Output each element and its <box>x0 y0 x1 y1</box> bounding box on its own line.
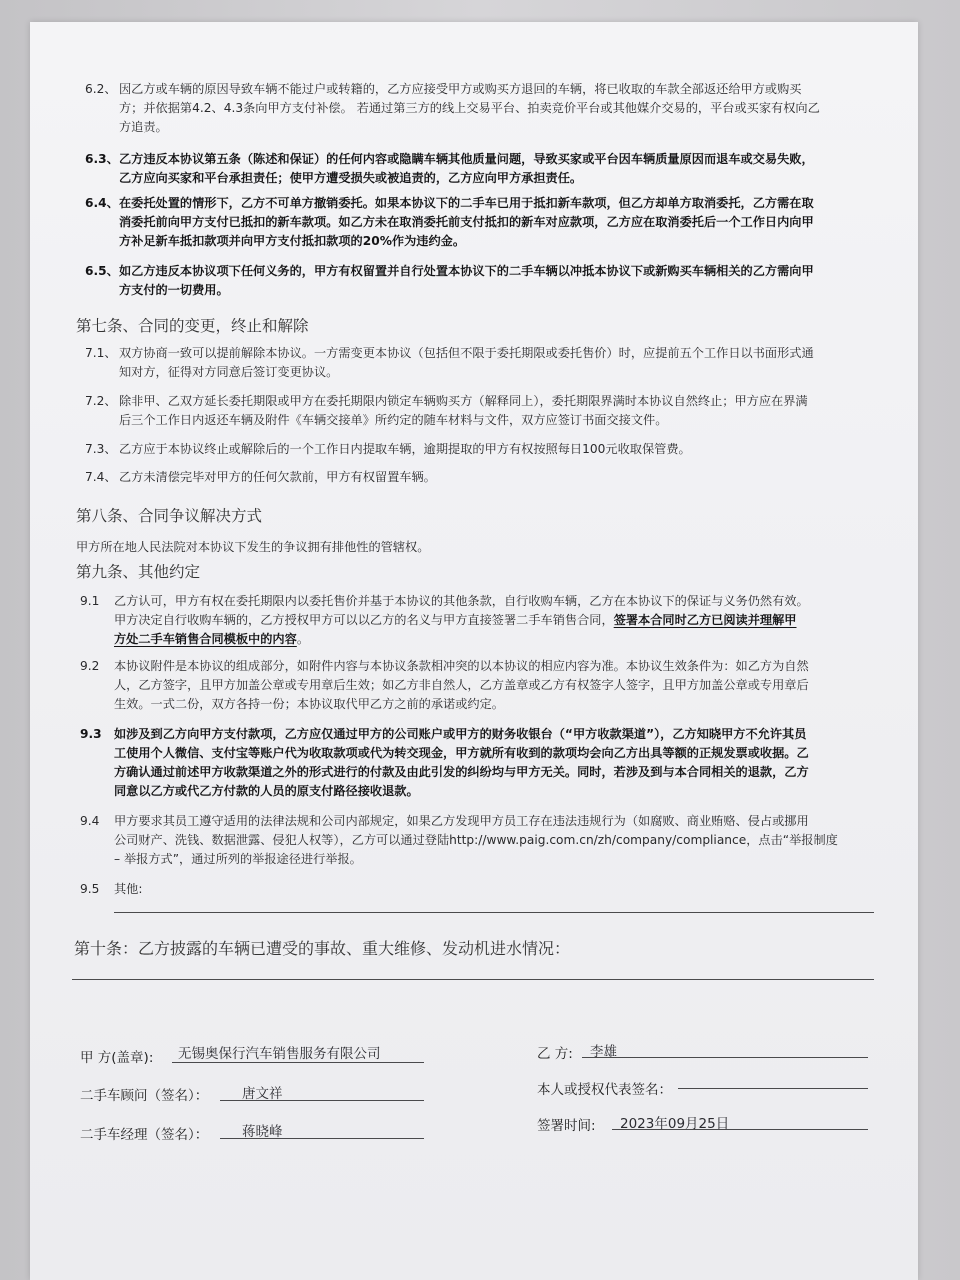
article-9-heading: 第九条、其他约定 <box>76 563 201 581</box>
clause-line: 生效。一式二份，双方各持一份；本协议取代甲乙方之前的承诺或约定。 <box>114 697 504 711</box>
clause-number: 9.5 <box>80 882 100 896</box>
clause-number: 9.2 <box>80 659 100 673</box>
party-a-line <box>172 1062 424 1063</box>
clause-line: 同意以乙方或代乙方付款的人员的原支付路径接收退款。 <box>114 784 419 798</box>
date-label: 签署时间: <box>537 1118 596 1134</box>
emphasis-text: 方处二手车销售合同模板中的内容 <box>114 632 297 646</box>
clause-line: 在委托处置的情形下，乙方不可单方撤销委托。如果本协议下的二手车已用于抵扣新车款项，但乙方却单方取消委托，乙方需在取 <box>119 196 814 210</box>
clause-text: 甲方决定自行收购车辆的，乙方授权甲方可以以乙方的名义与甲方直接签署二手车销售合同， <box>114 613 614 627</box>
article-10-heading: 第十条：乙方披露的车辆已遭受的事故、重大维修、发动机进水情况： <box>74 939 571 958</box>
advisor-label: 二手车顾问（签名）： <box>80 1088 209 1104</box>
clause-line: 本协议附件是本协议的组成部分，如附件内容与本协议条款相冲突的以本协议的相应内容为准。本协议生效条件为：如乙方为自然 <box>114 659 809 673</box>
article-7-heading: 第七条、合同的变更，终止和解除 <box>76 317 309 335</box>
article-8-heading: 第八条、合同争议解决方式 <box>76 507 263 525</box>
party-a-label: 甲 方(盖章): <box>80 1050 154 1066</box>
party-b-line <box>582 1057 868 1058</box>
clause-line <box>114 630 910 649</box>
clause-line: 方补足新车抵扣款项并向甲方支付抵扣款项的20%作为违约金。 <box>119 234 466 248</box>
contract-page <box>30 22 918 1280</box>
clause-line: 方；并依据第4.2、4.3条向甲方支付补偿。 若通过第三方的线上交易平台、拍卖竞价平台或其他媒介交易的，平台或买家有权向乙 <box>119 101 820 115</box>
clause-number: 6.2、 <box>85 82 117 96</box>
article-8-text: 甲方所在地人民法院对本协议下发生的争议拥有排他性的管辖权。 <box>76 540 430 554</box>
clause-number: 6.4、 <box>85 196 119 210</box>
clause-line: 因乙方或车辆的原因导致车辆不能过户或转籍的，乙方应接受甲方或购买方退回的车辆，将已收取的车款全部返还给甲方或购买 <box>119 82 802 96</box>
clause-line: 双方协商一致可以提前解除本协议。一方需变更本协议（包括但不限于委托期限或委托售价）时，应提前五个工作日以书面形式通 <box>119 346 814 360</box>
clause-line: 消委托前向甲方支付已抵扣的新车款项。如乙方未在取消委托前支付抵扣的新车对应款项，乙方应在取消委托后一个工作日内向甲 <box>119 215 814 229</box>
party-b-name: 李雄 <box>590 1044 617 1060</box>
clause-line: 方支付的一切费用。 <box>119 283 229 297</box>
clause-line: 知对方，征得对方同意后签订变更协议。 <box>119 365 339 379</box>
clause-line: 除非甲、乙双方延长委托期限或甲方在委托期限内锁定车辆购买方（解释同上），委托期限界满时本协议自然终止；甲方应在界满 <box>119 394 808 408</box>
clause-text: 。 <box>296 632 309 646</box>
other-fill-line <box>114 912 874 913</box>
advisor-name: 唐文祥 <box>242 1086 283 1102</box>
date-line <box>612 1129 868 1130</box>
clause-line: – 举报方式”，通过所列的举报途径进行举报。 <box>114 852 362 866</box>
clause-line: 后三个工作日内返还车辆及附件《车辆交接单》所约定的随车材料与文件，双方应签订书面交接文件。 <box>119 413 668 427</box>
clause-line: 乙方认可，甲方有权在委托期限内以委托售价并基于本协议的其他条款，自行收购车辆，乙方在本协议下的保证与义务仍然有效。 <box>114 594 809 608</box>
clause-line: 公司财产、洗钱、数据泄露、侵犯人权等），乙方可以通过登陆http://www.paig.com.cn/zh/company/compliance，点击“举报制度 <box>114 833 838 847</box>
clause-line: 方确认通过前述甲方收款渠道之外的形式进行的付款及由此引发的纠纷均与甲方无关。同时，若涉及到与本合同相关的退款，乙方 <box>114 765 809 779</box>
clause-number: 9.3 <box>80 727 102 741</box>
clause-line: 方追责。 <box>119 120 168 134</box>
clause-number: 9.4 <box>80 814 100 828</box>
clause-line: 乙方违反本协议第五条（陈述和保证）的任何内容或隐瞒车辆其他质量问题，导致买家或平台因车辆质量原因而退车或交易失败， <box>119 152 814 166</box>
manager-name: 蒋晓峰 <box>242 1124 283 1140</box>
manager-label: 二手车经理（签名）： <box>80 1127 209 1143</box>
clause-number: 7.4、 <box>85 470 117 484</box>
clause-line: 乙方应于本协议终止或解除后的一个工作日内提取车辆，逾期提取的甲方有权按照每日100元收取保管费。 <box>119 442 691 456</box>
clause-number: 7.1、 <box>85 346 117 360</box>
representative-line <box>678 1088 868 1089</box>
clause-line: 人，乙方签字，且甲方加盖公章或专用章后生效；如乙方非自然人，乙方盖章或乙方有权签字人签字，且甲方加盖公章或专用章后 <box>114 678 809 692</box>
clause-number: 7.2、 <box>85 394 117 408</box>
other-label: 其他: <box>114 882 143 896</box>
clause-line: 工使用个人微信、支付宝等账户代为收取款项或代为转交现金，甲方就所有收到的款项均会向乙方出具等额的正规发票或收据。乙 <box>114 746 809 760</box>
disclosure-fill-line <box>72 979 874 980</box>
party-a-name: 无锡奥保行汽车销售服务有限公司 <box>178 1046 381 1062</box>
advisor-line <box>220 1100 424 1101</box>
clause-number: 6.5、 <box>85 264 119 278</box>
clause-number: 9.1 <box>80 594 100 608</box>
representative-label: 本人或授权代表签名： <box>537 1082 672 1098</box>
clause-number: 7.3、 <box>85 442 117 456</box>
clause-line <box>114 611 910 630</box>
clause-line: 乙方未清偿完毕对甲方的任何欠款前，甲方有权留置车辆。 <box>119 470 436 484</box>
clause-line: 如涉及到乙方向甲方支付款项，乙方应仅通过甲方的公司账户或甲方的财务收银台（“甲方收款渠道”），乙方知晓甲方不允许其员 <box>114 727 807 741</box>
clause-line: 乙方应向买家和平台承担责任；使甲方遭受损失或被追责的，乙方应向甲方承担责任。 <box>119 171 583 185</box>
party-b-label: 乙 方: <box>537 1046 573 1062</box>
manager-line <box>220 1138 424 1139</box>
clause-line: 甲方要求其员工遵守适用的法律法规和公司内部规定，如果乙方发现甲方员工存在违法违规行为（如腐败、商业贿赂、侵占或挪用 <box>114 814 809 828</box>
clause-number: 6.3、 <box>85 152 119 166</box>
emphasis-text: 签署本合同时乙方已阅读并理解甲 <box>613 613 797 627</box>
signing-date: 2023年09月25日 <box>620 1116 730 1132</box>
clause-line: 如乙方违反本协议项下任何义务的，甲方有权留置并自行处置本协议下的二手车辆以冲抵本协议下或新购买车辆相关的乙方需向甲 <box>119 264 814 278</box>
